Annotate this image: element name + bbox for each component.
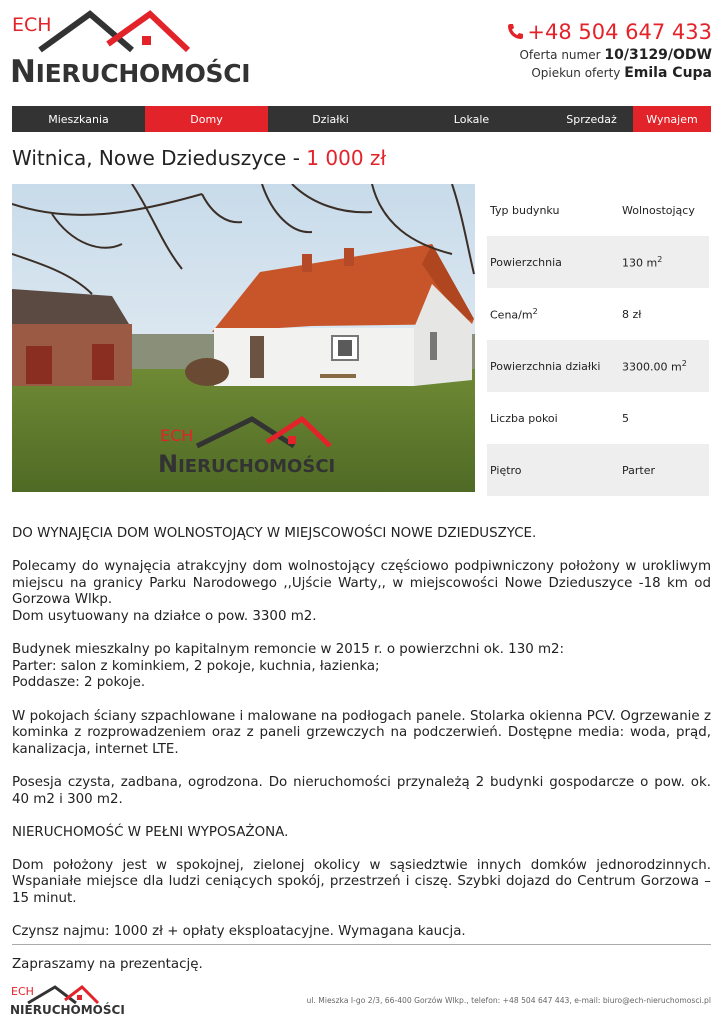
footer-logo-ech: ECH bbox=[11, 985, 34, 998]
nav-item-sprzedaz[interactable]: Sprzedaż bbox=[566, 112, 617, 126]
spec-label: Liczba pokoi bbox=[490, 411, 558, 425]
listing-title: Witnica, Nowe Dzieduszyce - 1 000 zł bbox=[12, 146, 387, 170]
agent-line: Opiekun oferty Emila Cupa bbox=[531, 65, 712, 81]
logo-brand-text: NIERUCHOMOŚCI bbox=[10, 54, 251, 90]
offer-number: 10/3129/ODW bbox=[604, 47, 712, 63]
footer-logo-brand: NIERUCHOMOŚCI bbox=[10, 1003, 125, 1017]
spec-label: Powierzchnia bbox=[490, 255, 562, 269]
desc-paragraph: Budynek mieszkalny po kapitalnym remoncie w 2015 r. o powierzchni ok. 130 m2: Parter: salon z kominkiem, 2 pokoje, kuchnia, łazienka; Poddasze: 2 pokoje. bbox=[12, 642, 565, 691]
spec-label: Typ budynku bbox=[490, 203, 560, 217]
desc-paragraph: DO WYNAJĘCIA DOM WOLNOSTOJĄCY W MIEJSCOWOŚCI NOWE DZIEDUSZYCE. bbox=[12, 526, 537, 541]
desc-paragraph: Czynsz najmu: 1000 zł + opłaty eksploatacyjne. Wymagana kaucja. bbox=[12, 924, 466, 940]
phone-icon bbox=[507, 21, 523, 45]
spec-row-area bbox=[487, 236, 709, 288]
spec-value: 5 bbox=[622, 411, 629, 425]
phone-number[interactable]: +48 504 647 433 bbox=[507, 20, 712, 45]
nav-item-mieszkania[interactable]: Mieszkania bbox=[48, 112, 109, 126]
contact-block bbox=[507, 20, 712, 81]
main-nav bbox=[12, 106, 711, 132]
listing-price: 1 000 zł bbox=[306, 146, 387, 170]
desc-paragraph: Zapraszamy na prezentację. bbox=[12, 957, 203, 973]
spec-row-type bbox=[487, 184, 709, 236]
company-logo[interactable] bbox=[10, 10, 251, 90]
spec-row-floor bbox=[487, 444, 709, 496]
spec-value: Wolnostojący bbox=[622, 203, 695, 217]
footer-logo[interactable] bbox=[10, 983, 125, 1017]
property-photo[interactable] bbox=[12, 184, 475, 492]
nav-item-dzialki[interactable]: Działki bbox=[312, 112, 349, 126]
desc-paragraph: Posesja czysta, zadbana, ogrodzona. Do nieruchomości przynależą 2 budynki gospodarcze o pow. ok. 40 m2 i 300 m2. bbox=[12, 774, 711, 807]
nav-item-domy[interactable]: Domy bbox=[145, 106, 268, 132]
offer-number-line: Oferta numer 10/3129/ODW bbox=[519, 47, 712, 63]
spec-label: Piętro bbox=[490, 463, 522, 477]
listing-description bbox=[12, 526, 711, 991]
desc-paragraph: Dom położony jest w spokojnej, zielonej okolicy w sąsiedztwie innych domków jednorodzinnych. Wspaniałe miejsce dla ludzi ceniących spokój, przestrzeń i ciszę. Szybki dojazd do Centrum Gorzowa – 15 minut. bbox=[12, 857, 711, 907]
nav-item-lokale[interactable]: Lokale bbox=[453, 112, 490, 126]
nav-item-wynajem[interactable]: Wynajem bbox=[633, 106, 711, 132]
spec-value: Parter bbox=[622, 463, 656, 477]
desc-paragraph: W pokojach ściany szpachlowane i malowane na podłogach panele. Stolarka okienna PCV. Ogrzewanie z kominka z rozprowadzeniem oraz z paneli grzewczych na podczerwień. Dostępne media: woda, prąd, kanalizacja, internet LTE. bbox=[12, 708, 711, 757]
spec-value: 130 $m^2$ bbox=[622, 254, 663, 270]
logo-ech-text: ECH bbox=[12, 14, 52, 36]
watermark-brand: NIERUCHOMOŚCI bbox=[158, 450, 336, 478]
spec-row-rooms bbox=[487, 392, 709, 444]
spec-row-price-per-m2 bbox=[487, 288, 709, 340]
agent-name: Emila Cupa bbox=[624, 65, 712, 81]
footer-divider bbox=[12, 944, 711, 945]
spec-value: 3300.00 $m^2$ bbox=[622, 358, 687, 374]
footer-contact-text: ul. Mieszka I-go 2/3, 66-400 Gorzów Wlkp., telefon: +48 504 647 443, e-mail: biuro@ech-nieruchomosci.pl bbox=[306, 996, 711, 1005]
spec-row-plot-area bbox=[487, 340, 709, 392]
spec-label: Cena/$m^2$ bbox=[490, 306, 538, 322]
specs-table bbox=[487, 184, 709, 496]
desc-paragraph: NIERUCHOMOŚĆ W PEŁNI WYPOSAŻONA. bbox=[12, 824, 289, 840]
watermark-ech: ECH bbox=[160, 426, 194, 445]
desc-paragraph: Polecamy do wynajęcia atrakcyjny dom wolnostojący częściowo podpiwniczony położony w urokliwym miejscu na granicy Parku Narodowego ,,Ujście Warty,, w miejscowości Nowe Dzieduszyce -18 km od Gorzowa Wlkp. Dom usytuowany na działce o pow. 3300 m2. bbox=[12, 559, 711, 624]
spec-label: Powierzchnia działki bbox=[490, 359, 601, 373]
spec-value: 8 zł bbox=[622, 307, 642, 321]
